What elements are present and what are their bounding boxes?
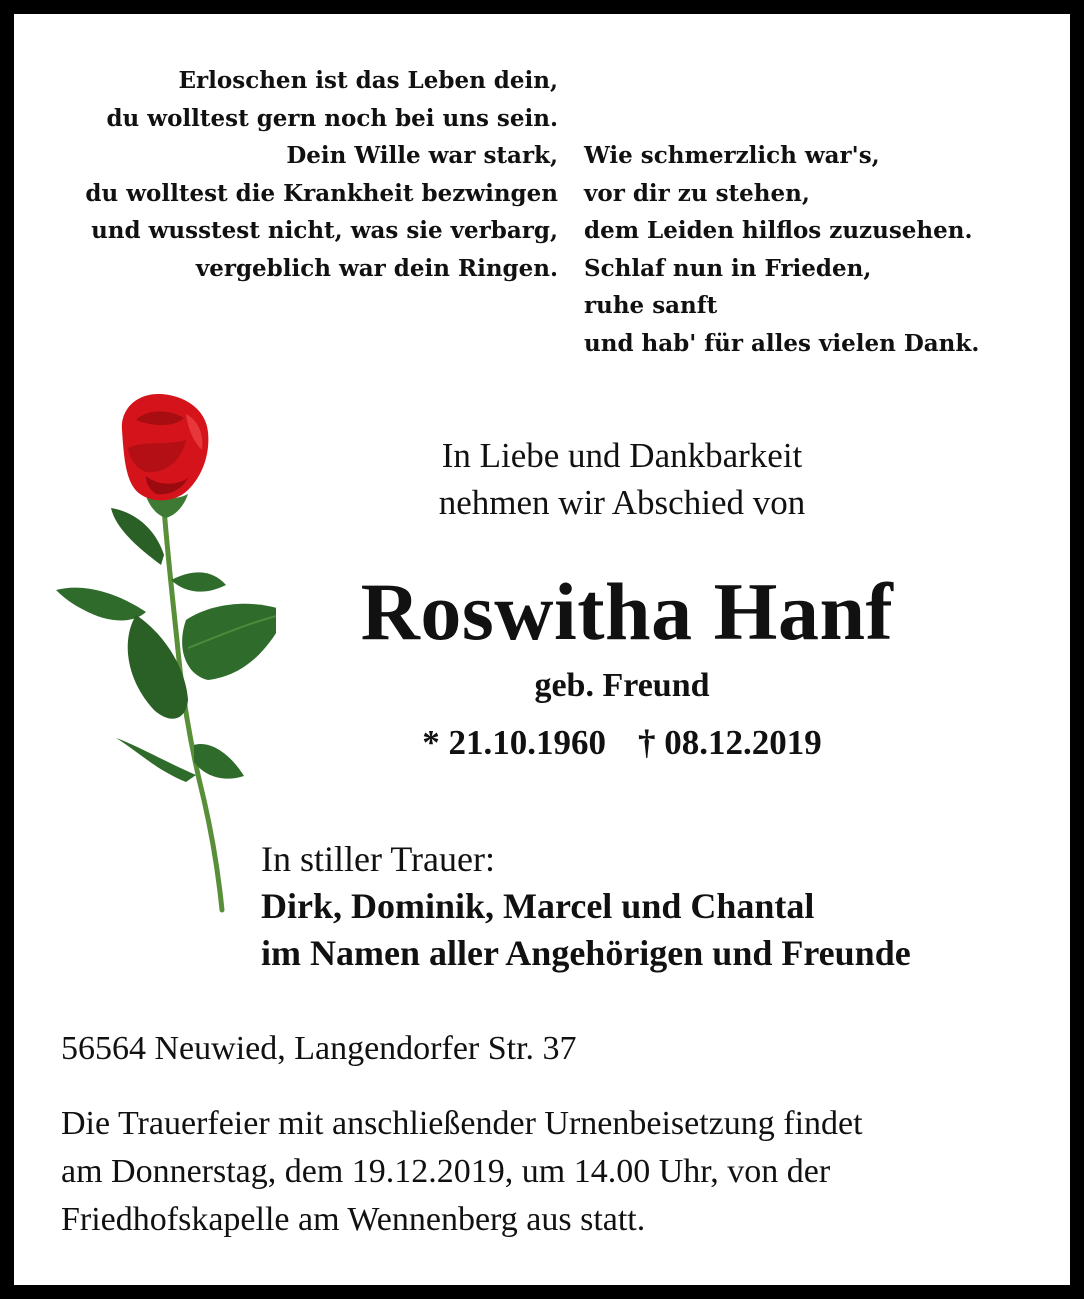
rose-leaf [111,508,164,565]
mourner-on-behalf: im Namen aller Angehörigen und Freunde [261,933,911,973]
poem-left-line: du wolltest gern noch bei uns sein. [106,104,558,132]
rose-leaf [194,744,244,779]
poem-right-line: Schlaf nun in Frieden, [584,254,872,282]
poem-left-line: du wolltest die Krankheit bezwingen [85,179,558,207]
poem-right-line: vor dir zu stehen, [584,179,810,207]
poem-right-line: dem Leiden hilflos zuzusehen. [584,217,973,245]
poem-left-line: Erloschen ist das Leben dein, [178,67,558,94]
red-rose-icon [36,390,276,920]
maiden-name: geb. Freund [534,667,710,704]
rose-leaf [128,615,188,719]
life-dates [294,720,950,766]
intro-line: In Liebe und Dankbarkeit [441,436,803,475]
rose-leaf [116,738,196,782]
rose-leaf [171,572,226,591]
service-line: am Donnerstag, dem 19.12.2019, um 14.00 Uhr, von der [61,1153,831,1190]
poem-left-line: Dein Wille war stark, [286,142,558,170]
poem-right-line: ruhe sanft [584,292,718,320]
intro-line: nehmen wir Abschied von [438,483,806,522]
intro-text [294,432,950,526]
poem-right-line: Wie schmerzlich war's, [584,142,880,169]
funeral-service-info [61,1100,863,1244]
mourner-names: Dirk, Dominik, Marcel und Chantal [261,886,815,926]
birth-date: * 21.10.1960 [422,723,606,762]
deceased-name: Roswitha Hanf [360,566,894,657]
mourners [261,883,911,977]
rose-leaf [182,604,276,680]
poem-right-line: und hab' für alles vielen Dank. [584,329,980,357]
rose-leaf [56,588,146,621]
poem-right [584,137,979,363]
service-line: Die Trauerfeier mit anschließender Urnenbeisetzung findet [61,1105,863,1142]
poem-left-line: und wusstest nicht, was sie verbarg, [91,217,558,245]
obituary-card [14,14,1070,1285]
poem-left [85,62,558,288]
address: 56564 Neuwied, Langendorfer Str. 37 [61,1030,577,1067]
death-date: † 08.12.2019 [638,723,822,762]
mourning-heading: In stiller Trauer: [261,839,495,879]
poem-left-line: vergeblich war dein Ringen. [195,254,558,282]
service-line: Friedhofskapelle am Wennenberg aus statt. [61,1201,646,1238]
